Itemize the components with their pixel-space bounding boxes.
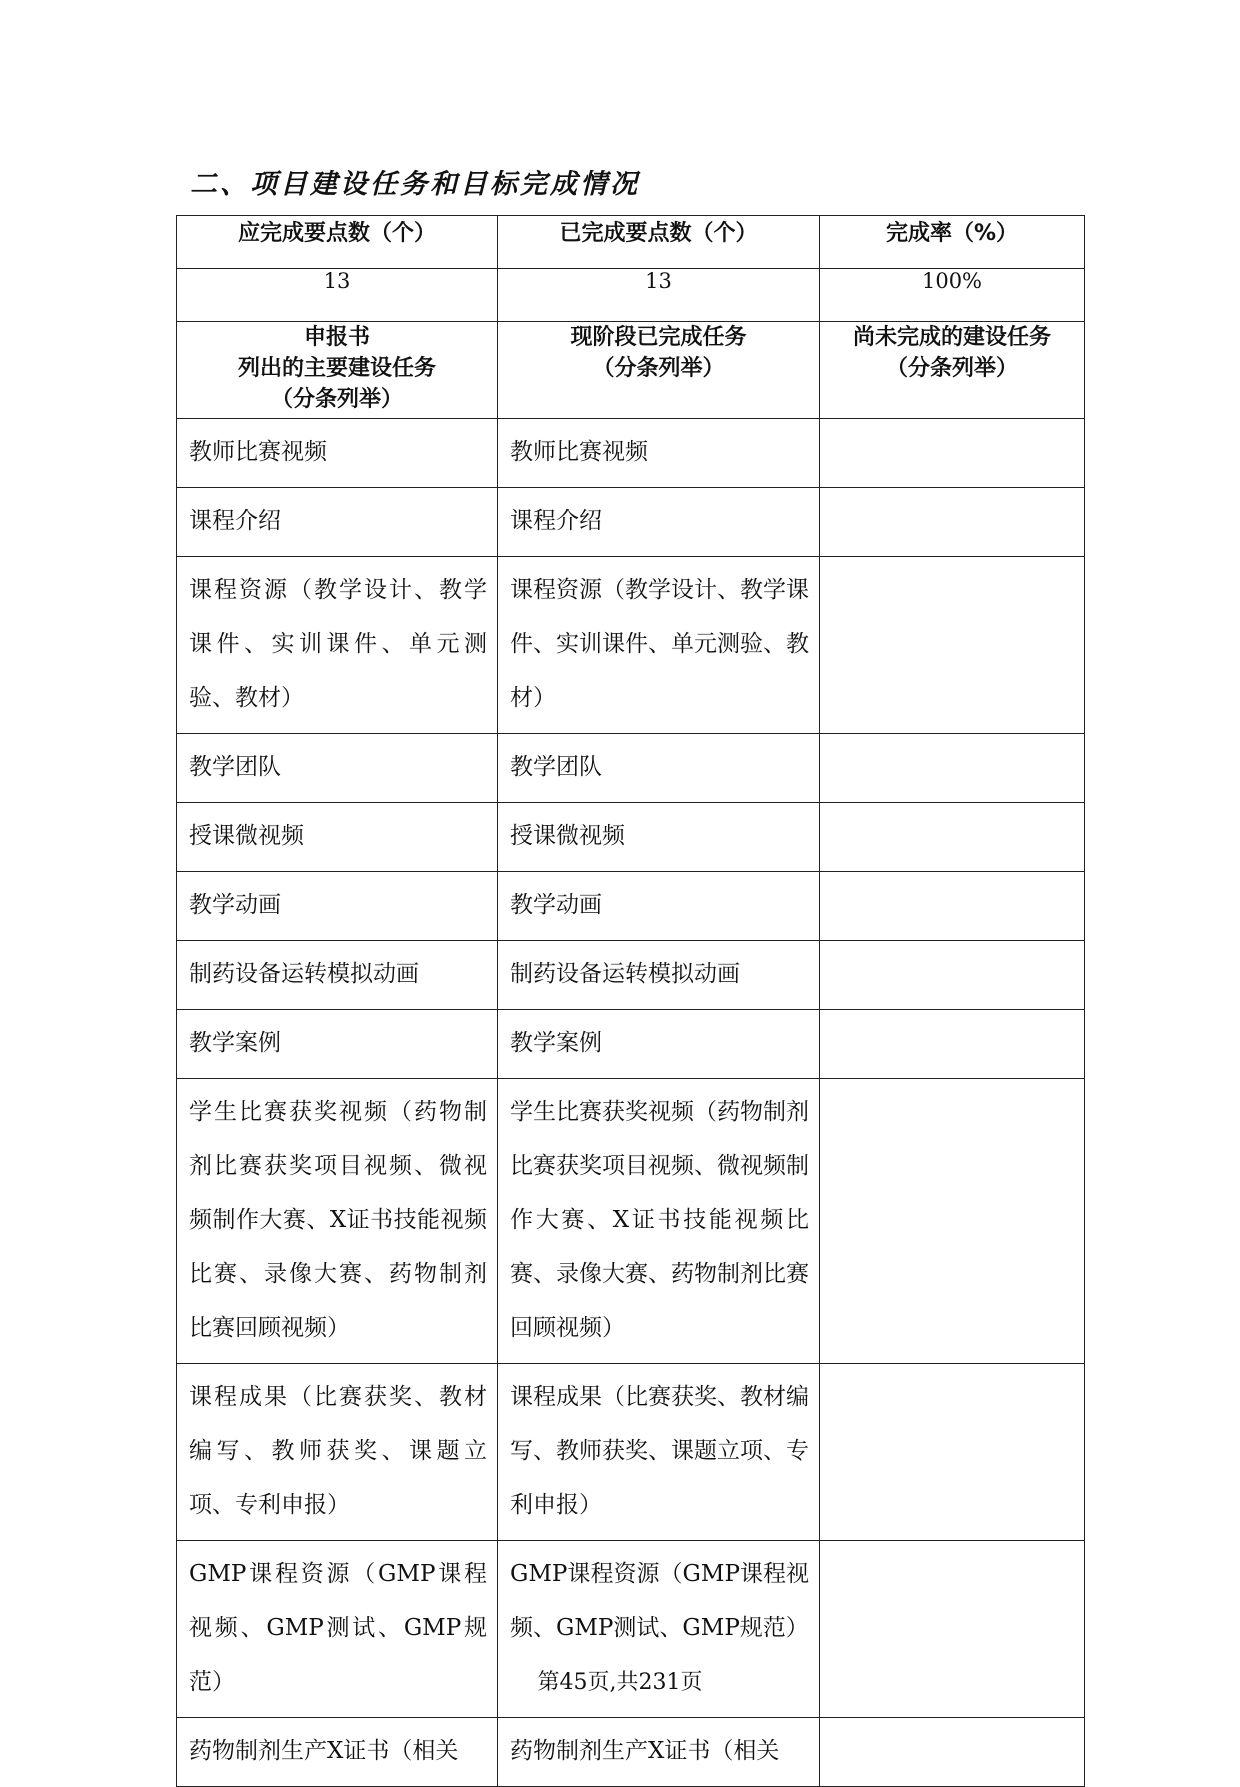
planned-task-cell xyxy=(177,1079,498,1364)
summary-value-row xyxy=(177,269,1085,322)
completed-task-cell xyxy=(498,1010,820,1079)
completed-task-cell-text: 教学案例 xyxy=(510,1030,602,1056)
planned-task-cell xyxy=(177,803,498,872)
planned-task-cell-text: 教学动画 xyxy=(189,892,281,918)
header-pending-line: 尚未完成的建设任务 xyxy=(852,325,1051,350)
completed-task-cell xyxy=(498,488,820,557)
completed-task-cell xyxy=(498,557,820,734)
task-header-row xyxy=(177,322,1085,419)
completed-task-cell-text: 学生比赛获奖视频（药物制剂比赛获奖项目视频、微视频制作大赛、X证书技能视频比赛、录像大赛、药物制剂比赛回顾视频） xyxy=(510,1099,809,1341)
pending-task-cell xyxy=(820,734,1085,803)
planned-task-cell-text: 授课微视频 xyxy=(189,823,304,849)
pending-task-cell-text xyxy=(820,734,1084,748)
completed-task-cell xyxy=(498,872,820,941)
header-planned-tasks xyxy=(177,322,498,419)
planned-task-cell xyxy=(177,1364,498,1541)
planned-task-cell-text: 学生比赛获奖视频（药物制剂比赛获奖项目视频、微视频制作大赛、X证书技能视频比赛、录像大赛、药物制剂比赛回顾视频） xyxy=(189,1099,487,1341)
planned-task-cell-text: 教师比赛视频 xyxy=(189,439,327,465)
planned-task-cell xyxy=(177,419,498,488)
planned-task-cell xyxy=(177,734,498,803)
pending-task-cell-text xyxy=(820,1718,1084,1732)
planned-task-cell xyxy=(177,941,498,1010)
completed-task-cell-text: 教学团队 xyxy=(510,754,602,780)
header-completion-rate: 完成率（%） xyxy=(820,216,1085,269)
table-row xyxy=(177,557,1085,734)
completed-task-cell xyxy=(498,419,820,488)
value-completed-count: 13 xyxy=(498,269,820,322)
value-required-count: 13 xyxy=(177,269,498,322)
pending-task-cell xyxy=(820,803,1085,872)
table-row xyxy=(177,872,1085,941)
completed-task-cell xyxy=(498,941,820,1010)
planned-task-cell-text: 课程介绍 xyxy=(189,508,281,534)
page-footer: 第45页,共231页 xyxy=(537,1670,703,1695)
pending-task-cell-text xyxy=(820,557,1084,571)
planned-task-cell xyxy=(177,488,498,557)
pending-task-cell xyxy=(820,1079,1085,1364)
pending-task-cell xyxy=(820,1718,1085,1787)
completed-task-cell xyxy=(498,734,820,803)
pending-task-cell xyxy=(820,557,1085,734)
header-planned-line: （分条列举） xyxy=(270,387,403,412)
completed-task-cell xyxy=(498,1079,820,1364)
planned-task-cell-text: 课程资源（教学设计、教学课件、实训课件、单元测验、教材） xyxy=(189,577,487,711)
table-row xyxy=(177,1079,1085,1364)
table-row xyxy=(177,1718,1085,1787)
task-rows xyxy=(177,419,1085,1787)
planned-task-cell-text: 课程成果（比赛获奖、教材编写、教师获奖、课题立项、专利申报） xyxy=(189,1384,487,1518)
table-row xyxy=(177,419,1085,488)
completed-task-cell xyxy=(498,803,820,872)
completed-task-cell-text: 药物制剂生产X证书（相关 xyxy=(510,1738,780,1764)
table-row xyxy=(177,803,1085,872)
planned-task-cell-text: 药物制剂生产X证书（相关 xyxy=(189,1738,459,1764)
header-completed-count: 已完成要点数（个） xyxy=(498,216,820,269)
pending-task-cell xyxy=(820,1364,1085,1541)
planned-task-cell xyxy=(177,1718,498,1787)
pending-task-cell xyxy=(820,941,1085,1010)
header-planned-line: 列出的主要建设任务 xyxy=(237,356,436,381)
completed-task-cell-text: 教学动画 xyxy=(510,892,602,918)
completed-task-cell-text: 课程介绍 xyxy=(510,508,602,534)
pending-task-cell xyxy=(820,872,1085,941)
completed-task-cell-text: 课程资源（教学设计、教学课件、实训课件、单元测验、教材） xyxy=(510,577,809,711)
value-completion-rate: 100% xyxy=(820,269,1085,322)
pending-task-cell-text xyxy=(820,1010,1084,1024)
summary-header-row xyxy=(177,216,1085,269)
planned-task-cell xyxy=(177,872,498,941)
planned-task-cell xyxy=(177,1010,498,1079)
pending-task-cell-text xyxy=(820,872,1084,886)
planned-task-cell-text: 制药设备运转模拟动画 xyxy=(189,961,419,987)
planned-task-cell-text: 教学团队 xyxy=(189,754,281,780)
completed-task-cell-text: 课程成果（比赛获奖、教材编写、教师获奖、课题立项、专利申报） xyxy=(510,1384,809,1518)
completed-task-cell xyxy=(498,1364,820,1541)
completed-task-cell-text: 授课微视频 xyxy=(510,823,625,849)
pending-task-cell-text xyxy=(820,419,1084,433)
completed-task-cell-text: 制药设备运转模拟动画 xyxy=(510,961,740,987)
planned-task-cell-text: 教学案例 xyxy=(189,1030,281,1056)
header-required-count: 应完成要点数（个） xyxy=(177,216,498,269)
planned-task-cell-text: GMP课程资源（GMP课程视频、GMP测试、GMP规范） xyxy=(189,1561,487,1695)
planned-task-cell xyxy=(177,557,498,734)
pending-task-cell-text xyxy=(820,941,1084,955)
pending-task-cell xyxy=(820,1010,1085,1079)
table-row xyxy=(177,1010,1085,1079)
header-pending-tasks xyxy=(820,322,1085,419)
pending-task-cell xyxy=(820,488,1085,557)
header-completed-line: 现阶段已完成任务 xyxy=(570,325,747,350)
table-row xyxy=(177,734,1085,803)
pending-task-cell-text xyxy=(820,803,1084,817)
header-planned-line: 申报书 xyxy=(303,325,370,350)
table-row xyxy=(177,1364,1085,1541)
completed-task-cell-text: GMP课程资源（GMP课程视频、GMP测试、GMP规范） xyxy=(510,1561,809,1641)
task-completion-table xyxy=(176,215,1085,1787)
section-title: 二、项目建设任务和目标完成情况 xyxy=(190,169,640,200)
table-row xyxy=(177,488,1085,557)
pending-task-cell-text xyxy=(820,1541,1084,1555)
header-completed-tasks xyxy=(498,322,820,419)
pending-task-cell-text xyxy=(820,1079,1084,1093)
header-completed-line: （分条列举） xyxy=(592,356,725,381)
completed-task-cell xyxy=(498,1718,820,1787)
pending-task-cell-text xyxy=(820,488,1084,502)
header-pending-line: （分条列举） xyxy=(885,356,1018,381)
pending-task-cell xyxy=(820,419,1085,488)
completed-task-cell-text: 教师比赛视频 xyxy=(510,439,648,465)
table-row xyxy=(177,941,1085,1010)
pending-task-cell-text xyxy=(820,1364,1084,1378)
